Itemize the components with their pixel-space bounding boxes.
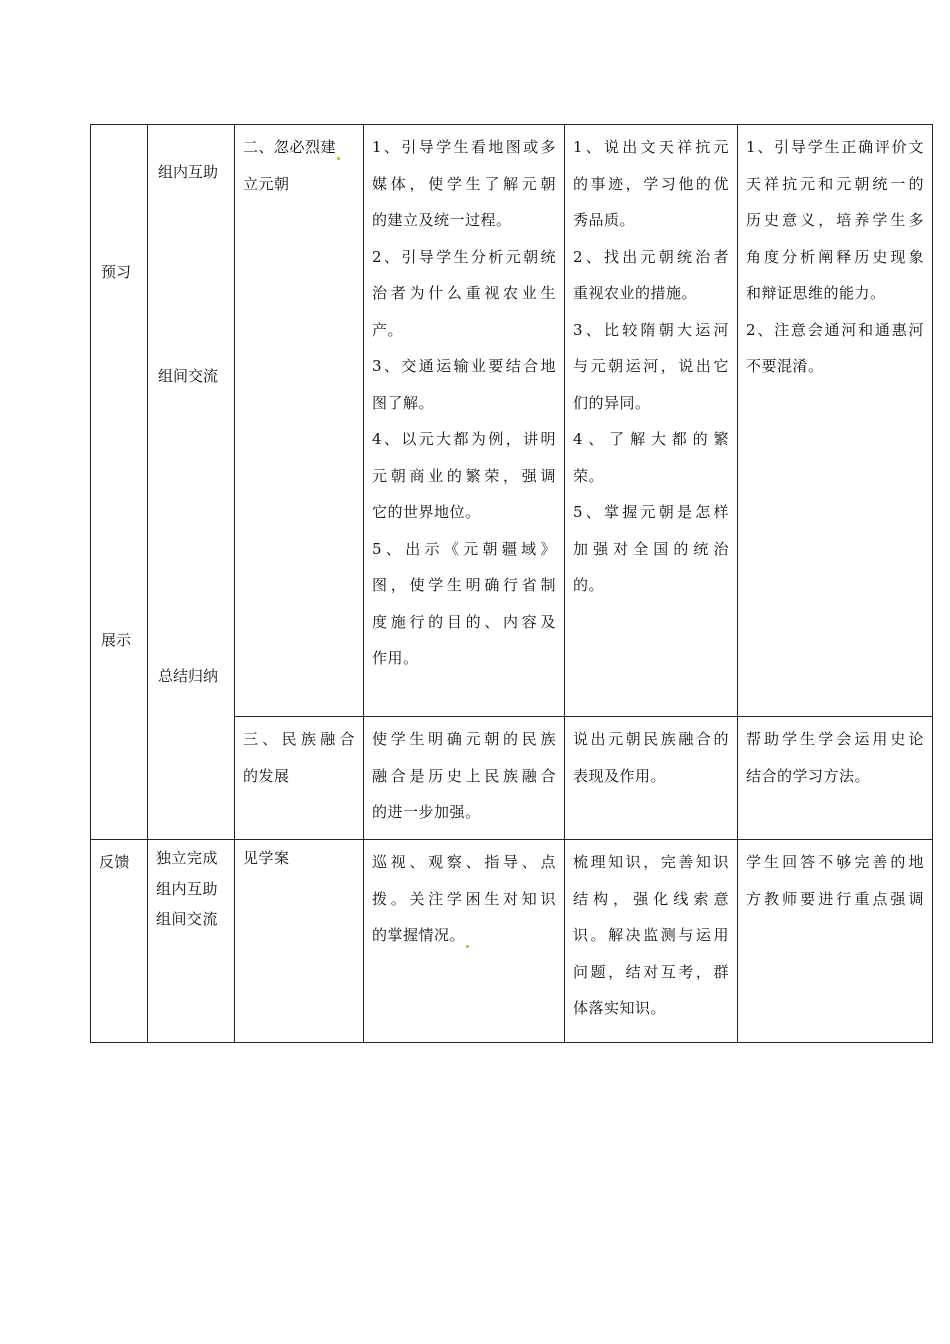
student-activity-cell xyxy=(565,840,738,1043)
goal-line: 结合的学习方法。 xyxy=(746,766,871,785)
student-line: 体落实知识。 xyxy=(573,999,667,1017)
activity-line: 组内互助 xyxy=(156,879,219,898)
teacher-line: 融合是历史上民族融合 xyxy=(372,766,556,785)
student-line: 的事迹，学习他的优 xyxy=(573,174,729,193)
student-line: 加强对全国的统治 xyxy=(573,539,729,558)
goal-cell xyxy=(738,840,933,1043)
topic-line: 立元朝 xyxy=(243,174,290,193)
student-line: 结构，强化线索意 xyxy=(573,889,729,908)
goal-line: 1、引导学生正确评价文 xyxy=(746,138,924,156)
student-line: 荣。 xyxy=(573,466,605,485)
teacher-line: 媒体，使学生了解元朝 xyxy=(372,174,556,193)
yellow-dot-mark xyxy=(466,945,469,948)
goal-line: 方教师要进行重点强调 xyxy=(746,889,924,908)
stage-label-feedback: 反馈 xyxy=(99,853,131,871)
teacher-line: 治者为什么重视农业生 xyxy=(372,284,556,302)
teacher-line: 4、以元大都为例，讲明 xyxy=(372,430,556,448)
student-line: 识。解决监测与运用 xyxy=(573,926,729,944)
topic-line: 三、民族融合 xyxy=(243,730,355,748)
activity-summary: 总结归纳 xyxy=(158,667,219,685)
teacher-line: 使学生明确元朝的民族 xyxy=(372,730,556,748)
goal-line: 2、注意会通河和通惠河 xyxy=(746,320,924,339)
student-line: 表现及作用。 xyxy=(573,766,667,785)
student-activity-cell xyxy=(565,717,738,840)
activity-between-group: 组间交流 xyxy=(158,367,219,385)
goal-line: 帮助学生学会运用史论 xyxy=(746,730,924,748)
teacher-line: 3、交通运输业要结合地 xyxy=(372,357,556,375)
student-line: 3、比较隋朝大运河 xyxy=(573,320,729,339)
student-line: 问题，结对互考，群 xyxy=(573,962,729,981)
lesson-plan-table xyxy=(90,124,933,1043)
stage-cell-feedback xyxy=(91,840,148,1043)
stage-cell-preview-display xyxy=(91,125,148,840)
student-line: 梳理知识，完善知识 xyxy=(573,853,729,871)
topic-line: 二、忽必烈建 xyxy=(243,129,355,166)
goal-line: 学生回答不够完善的地 xyxy=(746,853,924,871)
teacher-line: 1、引导学生看地图或多 xyxy=(372,138,556,156)
topic-line: 见学案 xyxy=(243,849,290,867)
teacher-line: 图，使学生明确行省制 xyxy=(372,576,556,594)
student-line: 秀品质。 xyxy=(573,211,636,229)
goal-line: 不要混淆。 xyxy=(746,357,824,375)
teacher-line: 产。 xyxy=(372,320,404,339)
topic-cell xyxy=(235,840,364,1043)
teacher-activity-cell xyxy=(364,840,565,1043)
teacher-activity-cell xyxy=(364,125,565,717)
student-line: 重视农业的措施。 xyxy=(573,284,698,302)
activity-cell-feedback xyxy=(148,840,235,1043)
activity-line: 组间交流 xyxy=(156,910,219,928)
teacher-line: 的掌握情况。 xyxy=(372,917,556,954)
goal-cell xyxy=(738,717,933,840)
stage-label-preview: 预习 xyxy=(101,263,132,281)
topic-line: 的发展 xyxy=(243,766,290,785)
student-line: 1、说出文天祥抗元 xyxy=(573,138,729,156)
activity-within-group: 组内互助 xyxy=(158,163,219,181)
student-line: 与元朝运河，说出它 xyxy=(573,357,729,375)
student-line: 的。 xyxy=(573,576,605,594)
goal-line: 和辩证思维的能力。 xyxy=(746,284,886,302)
goal-line: 天祥抗元和元朝统一的 xyxy=(746,174,924,193)
yellow-dot-mark xyxy=(337,157,340,160)
teacher-line: 巡视、观察、指导、点 xyxy=(372,853,556,871)
student-activity-cell xyxy=(565,125,738,717)
activity-cell xyxy=(148,125,235,840)
table-row xyxy=(91,840,933,1043)
teacher-line: 元朝商业的繁荣，强调 xyxy=(372,466,556,485)
teacher-line: 图了解。 xyxy=(372,393,435,412)
teacher-line: 它的世界地位。 xyxy=(372,503,481,521)
goal-line: 角度分析阐释历史现象 xyxy=(746,247,924,266)
activity-line: 独立完成 xyxy=(156,849,219,867)
goal-line: 历史意义，培养学生多 xyxy=(746,211,924,229)
student-line: 4、了解大都的繁 xyxy=(573,430,729,448)
teacher-activity-cell xyxy=(364,717,565,840)
topic-cell xyxy=(235,717,364,840)
student-line: 5、掌握元朝是怎样 xyxy=(573,503,729,521)
stage-label-display: 展示 xyxy=(101,631,132,649)
teacher-line: 的进一步加强。 xyxy=(372,803,481,821)
student-line: 们的异同。 xyxy=(573,393,651,412)
student-line: 说出元朝民族融合的 xyxy=(573,730,729,748)
teacher-line: 的建立及统一过程。 xyxy=(372,211,512,229)
teacher-line: 度施行的目的、内容及 xyxy=(372,612,556,631)
table-row xyxy=(91,125,933,717)
goal-cell xyxy=(738,125,933,717)
teacher-line: 作用。 xyxy=(372,649,419,667)
teacher-line: 拨。关注学困生对知识 xyxy=(372,889,556,908)
topic-cell xyxy=(235,125,364,717)
teacher-line: 5、出示《元朝疆域》 xyxy=(372,539,556,558)
student-line: 2、找出元朝统治者 xyxy=(573,247,729,266)
teacher-line: 2、引导学生分析元朝统 xyxy=(372,247,556,266)
